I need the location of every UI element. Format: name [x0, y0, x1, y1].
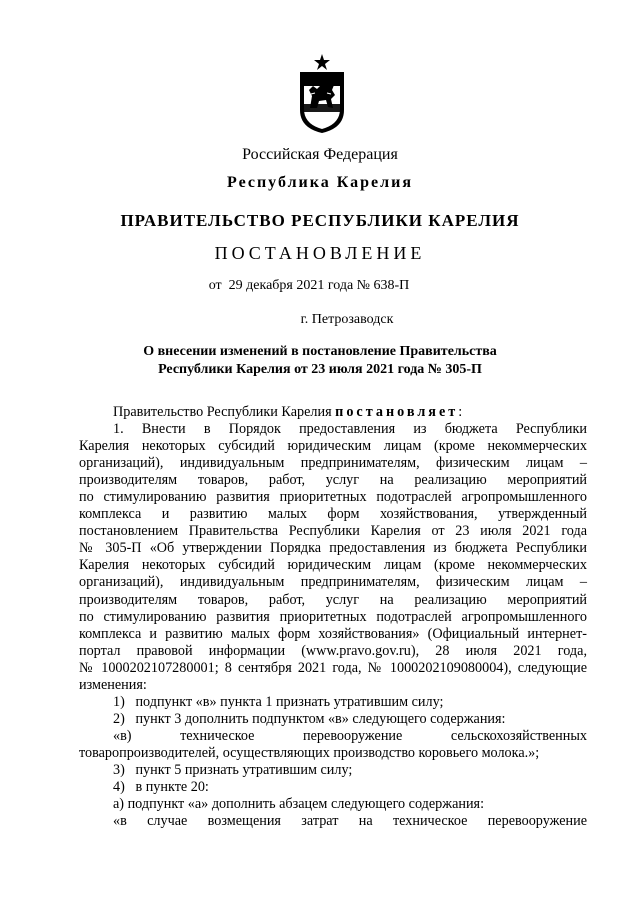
para1-line: по стимулированию развития приоритетных подотраслей агропромышленного — [79, 489, 587, 506]
item-2: 2) пункт 3 дополнить подпунктом «в» следующего содержания: — [113, 710, 506, 727]
karelia-coat-of-arms-icon — [297, 52, 347, 134]
para1-line: комплекса и развитию малых форм хозяйствования, утвержденный — [79, 506, 587, 523]
item-4a: а) подпункт «а» дополнить абзацем следующего содержания: — [113, 796, 485, 813]
item-4: 4) в пункте 20: — [113, 779, 209, 796]
city-line: г. Петрозаводск — [300, 312, 394, 327]
intro-emphasis: постановляет — [335, 404, 459, 420]
document-type: ПОСТАНОВЛЕНИЕ — [214, 243, 426, 263]
para1-line: Карелия некоторых субсидий юридическим лицам (кроме некоммерческих — [79, 557, 587, 574]
para1-line: 1. Внести в Порядок предоставления из бюджета Республики — [113, 421, 587, 438]
para1-line: Карелия некоторых субсидий юридическим лицам (кроме некоммерческих — [79, 438, 587, 455]
item-3: 3) пункт 5 признать утратившим силу; — [113, 761, 353, 778]
document-body — [79, 404, 587, 830]
para1-line: комплекса и развитию малых форм хозяйствования» (Официальный интернет- — [79, 625, 587, 642]
federation-line: Российская Федерация — [242, 146, 398, 163]
para1-line: производителям товаров, работ, услуг на реализацию мероприятий — [79, 472, 587, 489]
para1-line: по стимулированию развития приоритетных подотраслей агропромышленного — [79, 608, 587, 625]
government-line: ПРАВИТЕЛЬСТВО РЕСПУБЛИКИ КАРЕЛИЯ — [120, 211, 520, 230]
para1-line: организаций), индивидуальным предпринимателям, физическим лицам – — [79, 574, 587, 591]
para1-last-line: изменения: — [79, 676, 147, 693]
para1-line: № 305-П «Об утверждении Порядка предоставления из бюджета Республики — [79, 540, 587, 557]
quote-1-first-line: «в) техническое перевооружение сельскохозяйственных — [113, 727, 587, 744]
para1-line: № 1000202107280001; 8 сентября 2021 года, № 1000202109080004), следующие — [79, 659, 587, 676]
document-title-line-1: О внесении изменений в постановление Правительства — [143, 344, 497, 359]
intro-paragraph — [79, 404, 587, 421]
para1-line: портал правовой информации (www.pravo.gov.ru), 28 июля 2021 года, — [79, 642, 587, 659]
item-1: 1) подпункт «в» пункта 1 признать утратившим силу; — [113, 693, 444, 710]
intro-prefix: Правительство Республики Карелия — [113, 404, 336, 420]
republic-line: Республика Карелия — [227, 174, 413, 191]
quote-2-first-line: «в случае возмещения затрат на техническое перевооружение — [113, 813, 587, 830]
para1-line: производителям товаров, работ, услуг на реализацию мероприятий — [79, 591, 587, 608]
intro-suffix: : — [458, 404, 463, 420]
quote-1-last-line: товаропроизводителей, осуществляющих производство коровьего молока.»; — [79, 744, 540, 761]
document-title-line-2: Республики Карелия от 23 июля 2021 года № 305-П — [158, 362, 482, 377]
para1-line: организаций), индивидуальным предпринимателям, физическим лицам – — [79, 455, 587, 472]
date-and-number: от 29 декабря 2021 года № 638-П — [208, 278, 410, 293]
para1-line: постановлением Правительства Республики Карелия от 23 июля 2021 года — [79, 523, 587, 540]
